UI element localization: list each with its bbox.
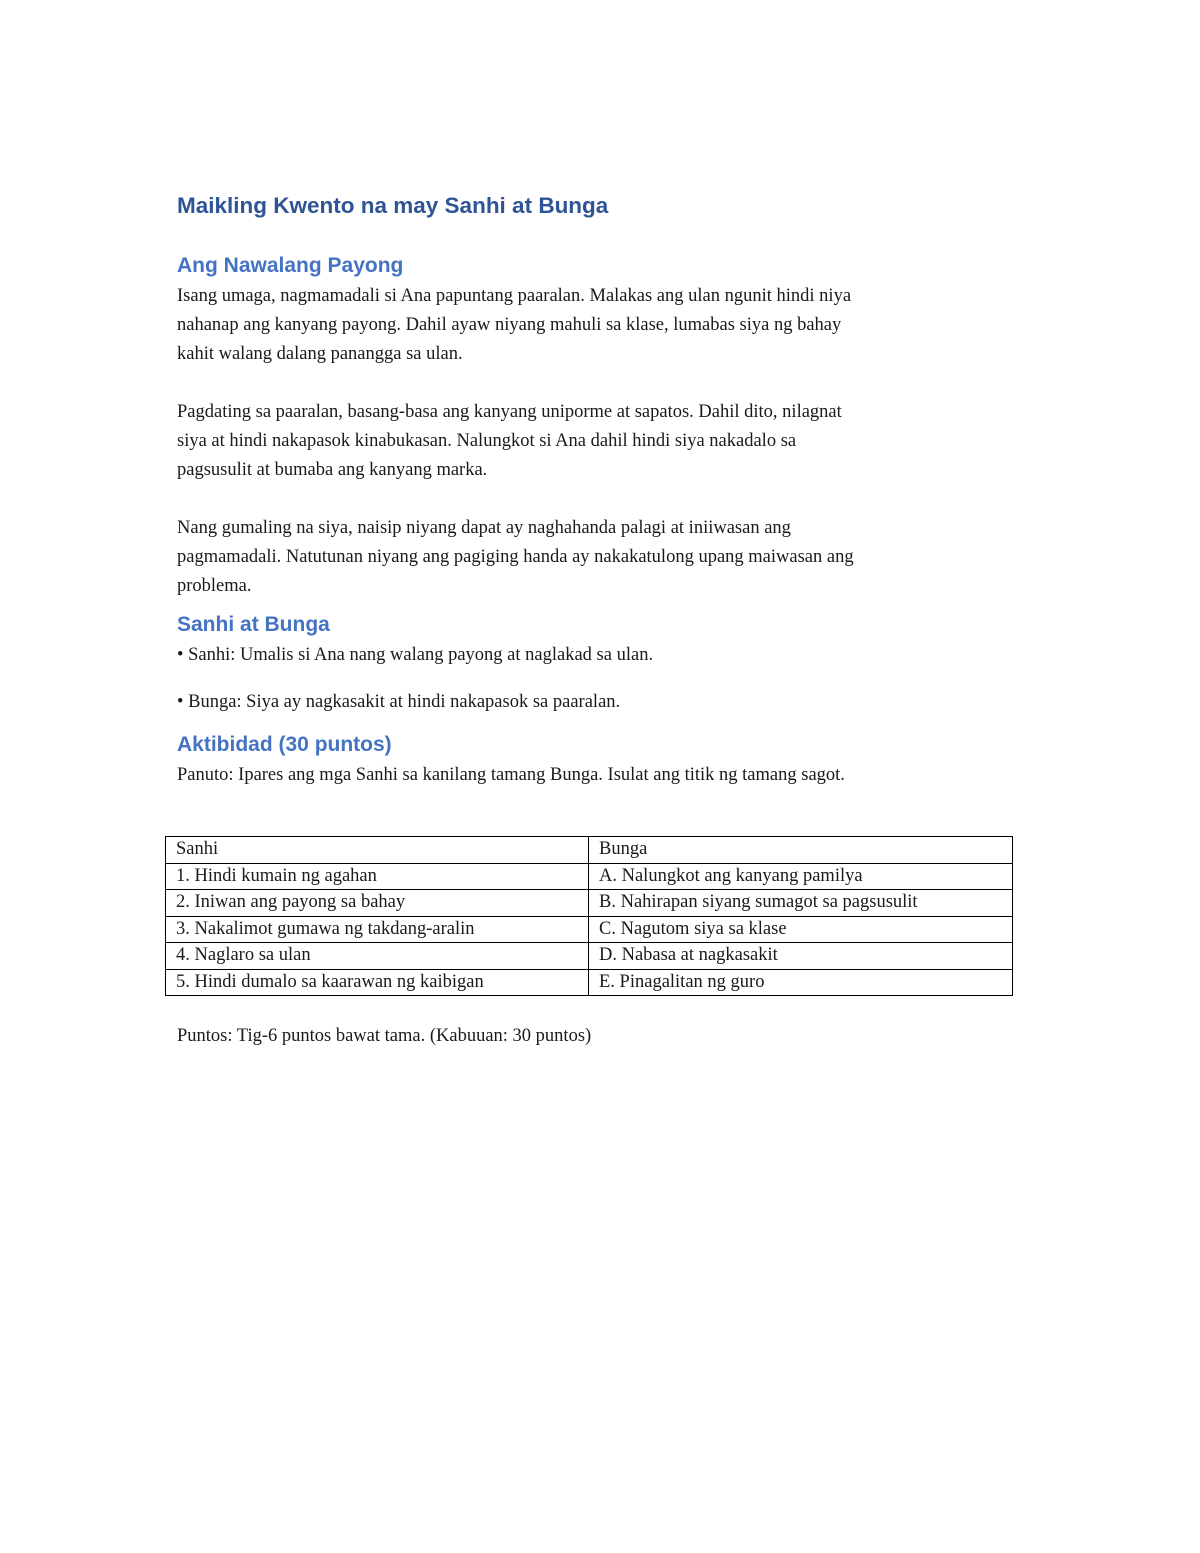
story-body: [177, 282, 1017, 601]
points-note: Puntos: Tig-6 puntos bawat tama. (Kabuuan: 30 puntos): [177, 1026, 592, 1046]
table-row: [166, 863, 1013, 890]
table-cell-bunga: C. Nagutom siya sa klase: [589, 916, 1013, 943]
story-paragraph: [177, 282, 1017, 369]
table-cell-sanhi: 4. Naglaro sa ulan: [166, 943, 589, 970]
table-cell-sanhi: 3. Nakalimot gumawa ng takdang-aralin: [166, 916, 589, 943]
header-cell-sanhi: Sanhi: [166, 837, 589, 864]
table-cell-bunga: B. Nahirapan siyang sumagot sa pagsusulit: [589, 890, 1013, 917]
story-line: nahanap ang kanyang payong. Dahil ayaw niyang mahuli sa klase, lumabas siya ng bahay: [177, 315, 842, 335]
story-heading: Ang Nawalang Payong: [177, 254, 404, 277]
activity-heading: Aktibidad (30 puntos): [177, 733, 392, 756]
table-cell-sanhi: 2. Iniwan ang payong sa bahay: [166, 890, 589, 917]
document-page: [177, 186, 1017, 1051]
effect-item: • Bunga: Siya ay nagkasakit at hindi nakapasok sa paaralan.: [177, 692, 621, 712]
story-line: pagsusulit at bumaba ang kanyang marka.: [177, 460, 488, 480]
story-paragraph: [177, 514, 1017, 601]
activity-instructions: Panuto: Ipares ang mga Sanhi sa kanilang tamang Bunga. Isulat ang titik ng tamang sagot.: [177, 765, 845, 785]
story-line: siya at hindi nakapasok kinabukasan. Nalungkot si Ana dahil hindi siya nakadalo sa: [177, 431, 797, 451]
story-paragraph: [177, 398, 1017, 485]
table-row: [166, 916, 1013, 943]
table-header-row: [166, 837, 1013, 864]
story-line: Pagdating sa paaralan, basang-basa ang kanyang uniporme at sapatos. Dahil dito, nilagnat: [177, 402, 842, 422]
story-line: kahit walang dalang panangga sa ulan.: [177, 344, 463, 364]
table-cell-bunga: D. Nabasa at nagkasakit: [589, 943, 1013, 970]
header-cell-bunga: Bunga: [589, 837, 1013, 864]
story-line: pagmamadali. Natutunan niyang ang pagiging handa ay nakakatulong upang maiwasan ang: [177, 547, 854, 567]
table-cell-sanhi: 5. Hindi dumalo sa kaarawan ng kaibigan: [166, 969, 589, 996]
story-line: problema.: [177, 576, 252, 596]
cause-effect-list: [177, 641, 1017, 717]
table-row: [166, 890, 1013, 917]
table-row: [166, 969, 1013, 996]
cause-effect-heading: Sanhi at Bunga: [177, 613, 330, 636]
table-cell-bunga: E. Pinagalitan ng guro: [589, 969, 1013, 996]
cause-item: • Sanhi: Umalis si Ana nang walang payong at naglakad sa ulan.: [177, 645, 654, 665]
story-line: Nang gumaling na siya, naisip niyang dapat ay naghahanda palagi at iniiwasan ang: [177, 518, 791, 538]
story-line: Isang umaga, nagmamadali si Ana papuntang paaralan. Malakas ang ulan ngunit hindi niya: [177, 286, 852, 306]
matching-table: [165, 836, 1013, 996]
table-cell-sanhi: 1. Hindi kumain ng agahan: [166, 863, 589, 890]
table-row: [166, 943, 1013, 970]
table-cell-bunga: A. Nalungkot ang kanyang pamilya: [589, 863, 1013, 890]
document-title: Maikling Kwento na may Sanhi at Bunga: [177, 193, 609, 218]
